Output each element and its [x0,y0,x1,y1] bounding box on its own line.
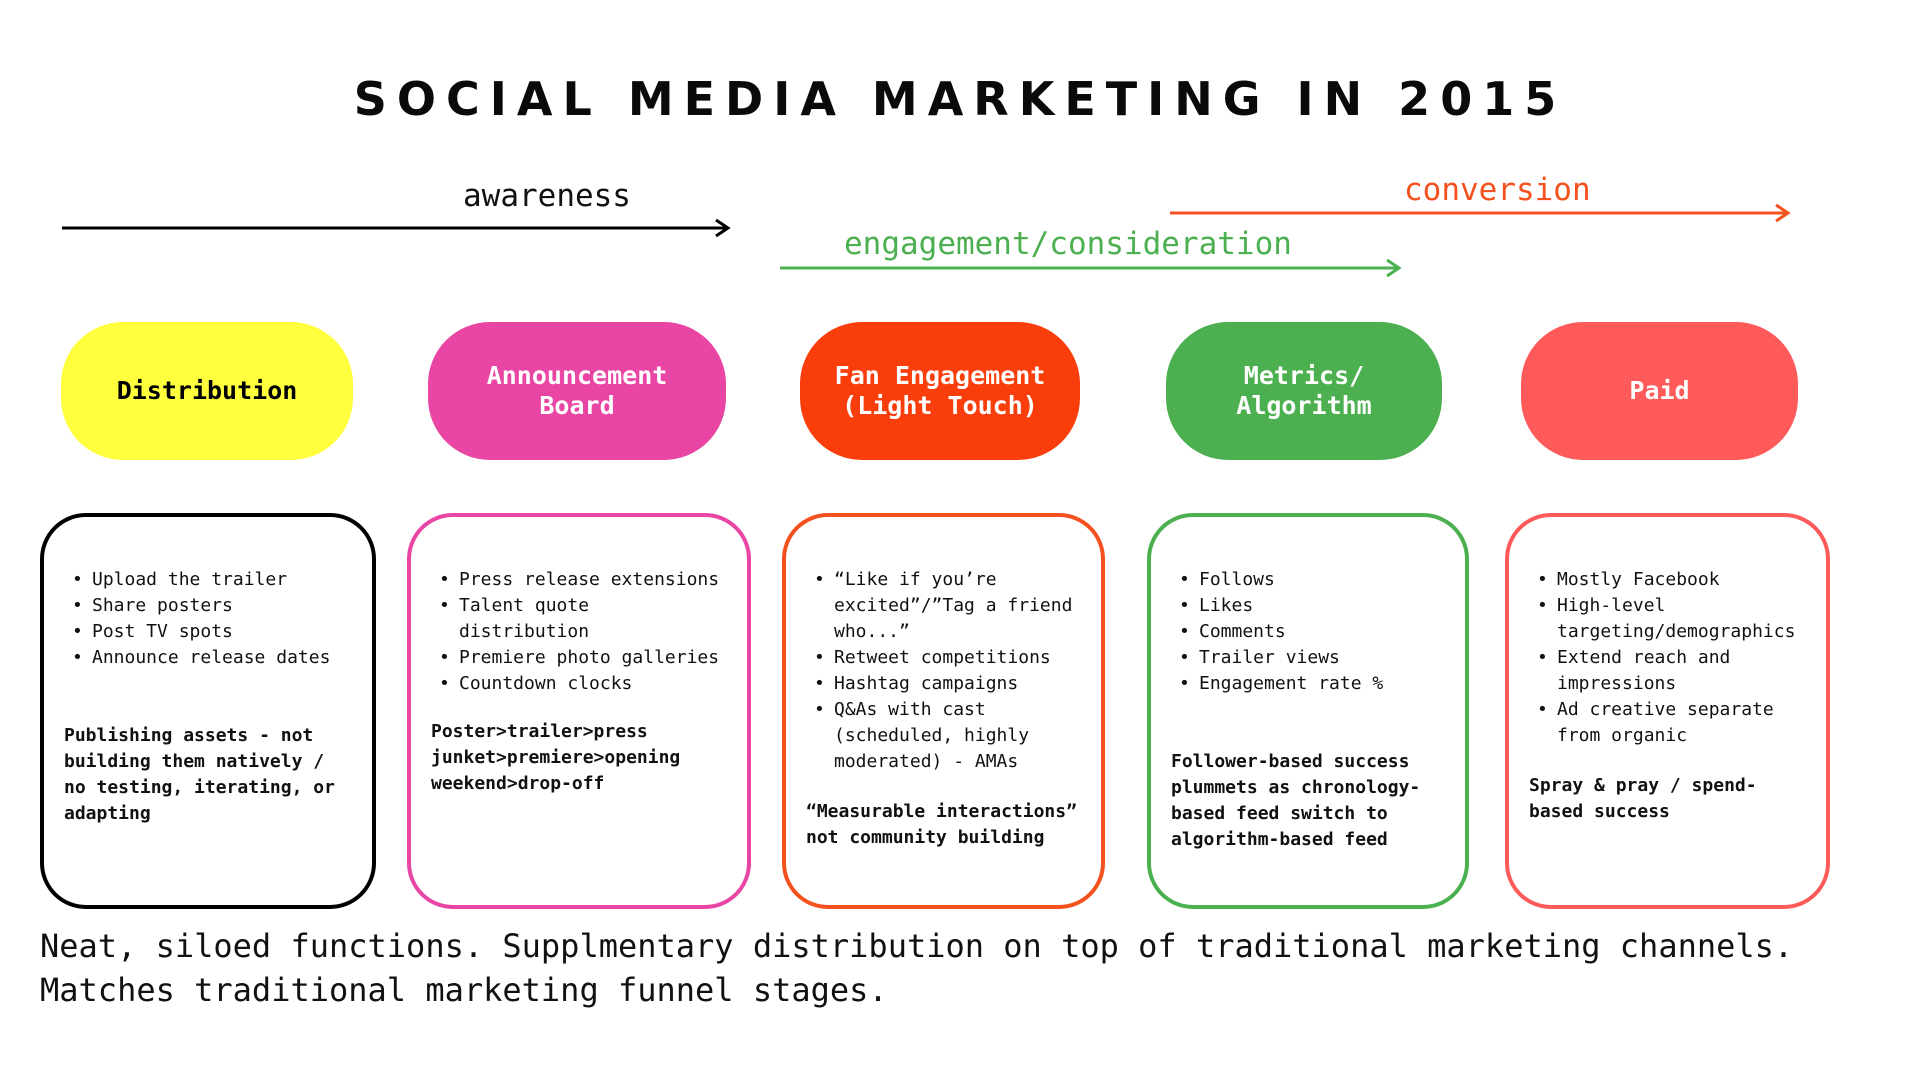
pill-paid [1521,322,1798,460]
list-item: • Retweet competitions [834,645,1081,671]
bullet-list [1529,567,1806,749]
list-item: • Engagement rate % [1199,671,1445,697]
pill-metrics-algorithm [1166,322,1442,460]
list-item: • Press release extensions [459,567,727,593]
list-item: • Mostly Facebook [1557,567,1806,593]
card-summary: Spray & pray / spend-based success [1529,775,1757,822]
list-item: • Upload the trailer [92,567,352,593]
conversion-label: conversion [1404,172,1591,208]
awareness-arrow [62,220,728,236]
list-item: • Extend reach and impressions [1557,645,1806,697]
card-fan-engagement [782,513,1105,909]
list-item: • Share posters [92,593,352,619]
pill-label: Paid [1629,376,1690,405]
card-summary: Follower-based success plummets as chronology-based feed switch to algorithm-based feed [1171,751,1421,850]
card-metrics-algorithm [1147,513,1469,909]
awareness-label: awareness [463,178,631,214]
page-title: SOCIAL MEDIA MARKETING IN 2015 [353,72,1567,126]
card-paid [1505,513,1830,909]
list-item: • Trailer views [1199,645,1445,671]
list-item: • Follows [1199,567,1445,593]
pill-label: Fan Engagement (Light Touch) [834,361,1046,420]
list-item: • Announce release dates [92,645,352,671]
list-item: • Countdown clocks [459,671,727,697]
list-item: • High-level targeting/demographics [1557,593,1806,645]
card-summary: Poster>trailer>press junket>premiere>opening weekend>drop-off [431,721,681,794]
engagement-label: engagement/consideration [844,226,1292,262]
list-item: • Comments [1199,619,1445,645]
card-summary: “Measurable interactions” not community building [806,801,1077,848]
bullet-list [1171,567,1445,697]
pill-announcement-board [428,322,726,460]
bullet-list [64,567,352,671]
footer-note [40,924,1900,1012]
engagement-arrow [780,260,1399,276]
bullet-list [431,567,727,697]
pill-fan-engagement [800,322,1080,460]
list-item: • Post TV spots [92,619,352,645]
bullet-list [806,567,1081,775]
card-announcement-board [407,513,751,909]
list-item: • Hashtag campaigns [834,671,1081,697]
list-item: • Ad creative separate from organic [1557,697,1806,749]
pill-label: Distribution [116,376,298,405]
card-summary: Publishing assets - not building them natively / no testing, iterating, or adapting [64,725,335,824]
list-item: • “Like if you’re excited”/”Tag a friend who...” [834,567,1081,645]
list-item: • Premiere photo galleries [459,645,727,671]
footer-line: Matches traditional marketing funnel stages. [40,971,888,1009]
list-item: • Talent quote distribution [459,593,727,645]
pill-label: Announcement Board [486,361,668,420]
list-item: • Likes [1199,593,1445,619]
pill-label: Metrics/ Algorithm [1236,361,1372,420]
pill-distribution [61,322,353,460]
footer-line: Neat, siloed functions. Supplmentary distribution on top of traditional marketing channels. [40,927,1794,965]
card-distribution [40,513,376,909]
list-item: • Q&As with cast (scheduled, highly moderated) - AMAs [834,697,1081,775]
